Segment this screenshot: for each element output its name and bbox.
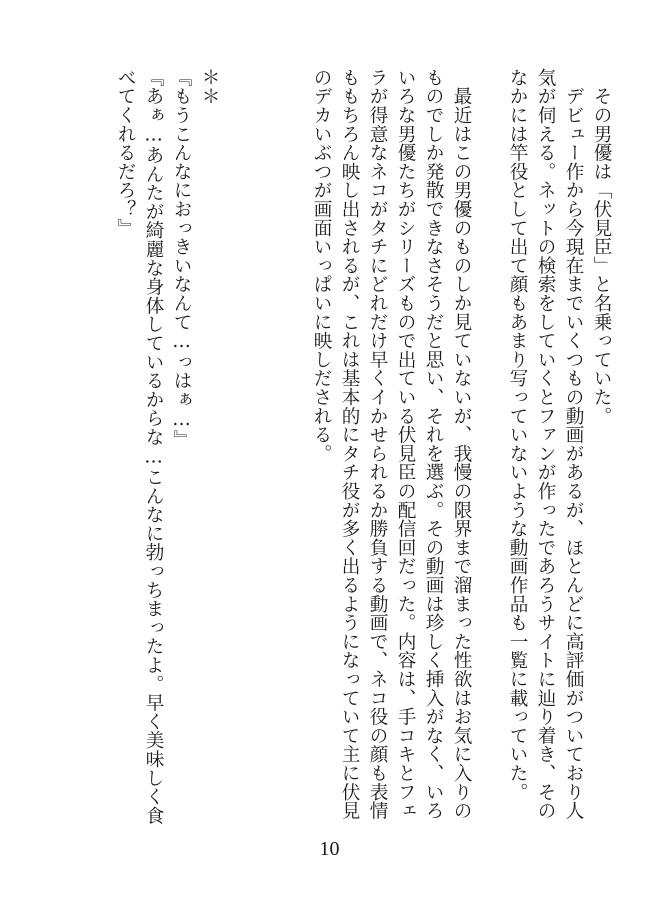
dialogue-line: べてくれるだろ？』: [115, 68, 136, 238]
text-line: 気が伺える。ネットの検索をしていくとファンが作ったであろうサイトに辿り着き、その: [535, 68, 556, 820]
text-line: その男優は「伏見臣」と名乗っていた。: [591, 68, 612, 426]
dialogue-line: 『もうこんなにおっきいなんて…っはぁ…』: [171, 68, 192, 449]
vertical-text-body: [35, 68, 615, 828]
text-line: デビュー作から今現在までいくつもの動画があるが、ほとんどに高評価がついており人: [563, 68, 584, 820]
blank-line: [251, 68, 279, 828]
text-line: なかには竿役として出て顔もあまり写っていないような動画作品も一覧に載っていた。: [507, 68, 528, 802]
text-line: いろな男優たちがシリーズもので出ている伏見臣の配信回だった。内容は、手コキとフェ: [395, 68, 416, 820]
section-break: ＊＊: [199, 68, 220, 106]
text-line: ラが得意なネコがタチにどれだけ早くイかせられるか勝負する動画で、ネコ役の顔も表情: [367, 68, 388, 820]
dialogue-line: 『あぁ…あんたが綺麗な身体しているからな…こんなに勃っちまったよ。早く美味しく食: [143, 68, 164, 825]
blank-line: [279, 68, 307, 828]
blank-line: [475, 68, 503, 828]
text-line: ものでしか発散できなさそうだと思い、それを選ぶ。その動画は珍しく挿入がなく、いろ: [423, 68, 444, 820]
blank-line: [223, 68, 251, 828]
text-line: 最近はこの男優のものしか見ていないが、我慢の限界まで溜まった性欲はお気に入りの: [451, 68, 472, 820]
text-line: ももちろん映し出されるが、これは基本的にタチ役が多く出るようになっていて主に伏見: [339, 68, 360, 820]
text-line: のデカいぶつが画面いっぱいに映しだされる。: [311, 68, 332, 463]
page-number: 10: [319, 838, 340, 860]
